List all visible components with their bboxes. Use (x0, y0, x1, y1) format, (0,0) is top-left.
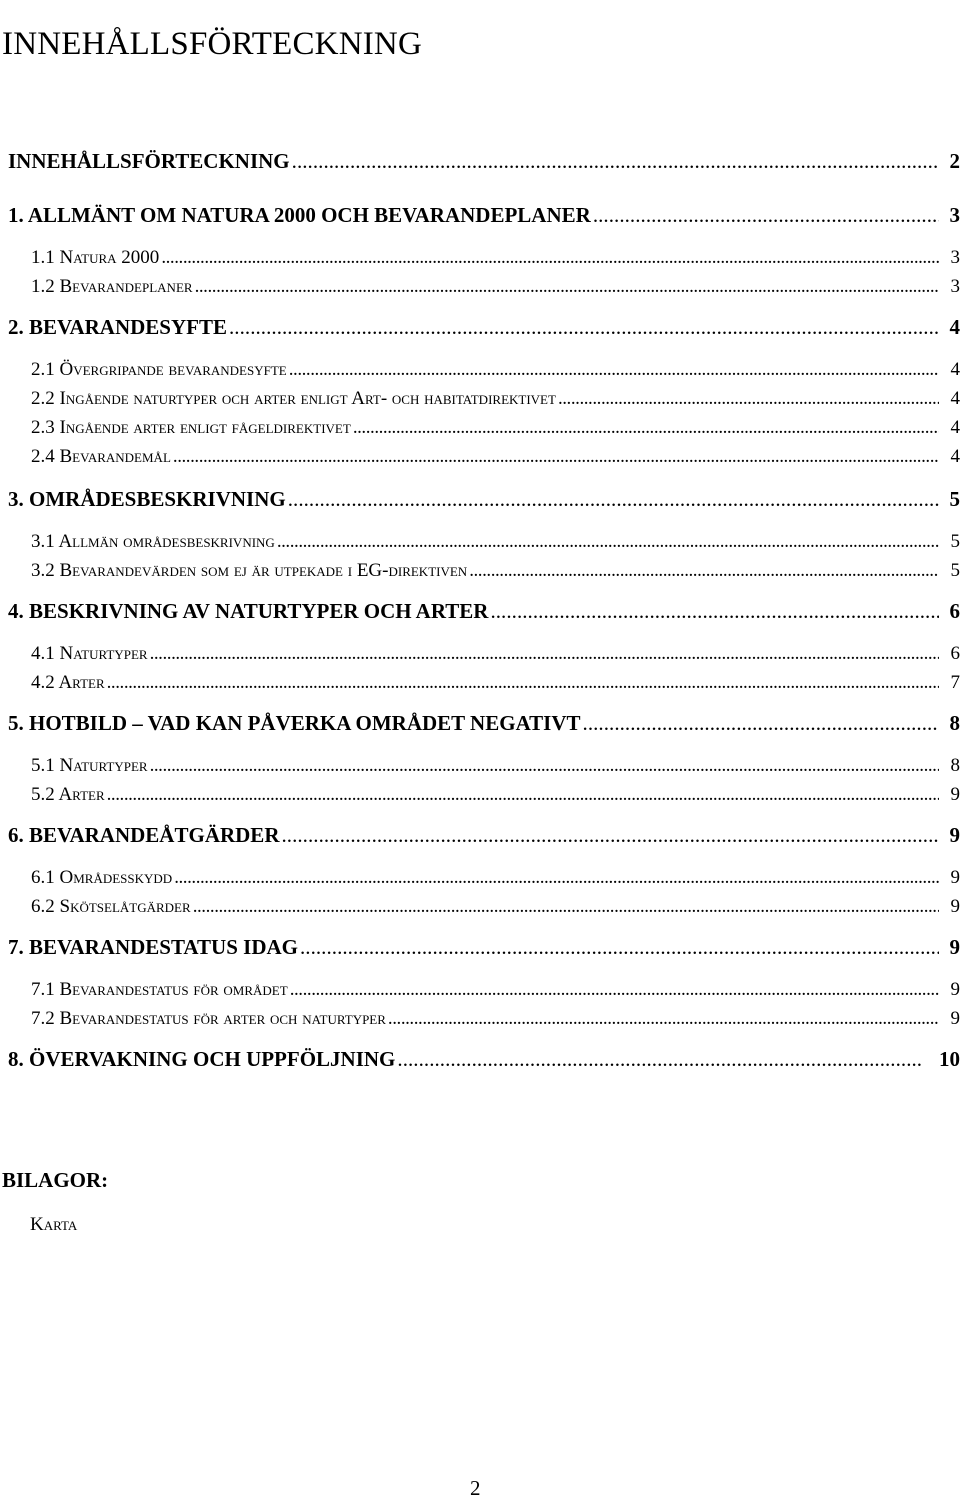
dot-leader (150, 642, 939, 666)
dot-leader (193, 895, 939, 919)
dot-leader (173, 445, 939, 469)
dot-leader (593, 201, 939, 229)
toc-entry-chapter-5[interactable] (0, 709, 960, 737)
toc-entry-label: 3.2 Bevarandevärden som ej är utpekade i EG-direktiven (31, 560, 468, 581)
toc-entry-page: 8 (950, 755, 960, 776)
dot-leader (469, 559, 939, 583)
toc-entry-page: 10 (939, 1047, 960, 1071)
toc-entry-page: 9 (950, 979, 960, 1000)
toc-entry-label: 2.1 Övergripande bevarandesyfte (31, 359, 287, 380)
toc-entry-chapter-8[interactable] (0, 1045, 960, 1073)
toc-entry-chapter-1[interactable] (0, 201, 960, 229)
toc-entry-label: 7.2 Bevarandestatus för arter och naturtyper (31, 1008, 386, 1029)
toc-entry-page: 4 (950, 446, 960, 467)
toc-entry-label: 4.2 Arter (31, 672, 105, 693)
toc-entry-page: 5 (950, 560, 960, 581)
dot-leader (195, 275, 939, 299)
toc-entry-page: 2 (949, 149, 960, 173)
toc-entry-page: 4 (949, 315, 960, 339)
dot-leader (289, 358, 939, 382)
toc-entry-label: 3. OMRÅDESBESKRIVNING (8, 487, 286, 511)
toc-entry-page: 4 (950, 388, 960, 409)
dot-leader (107, 671, 939, 695)
dot-leader (397, 1045, 923, 1073)
toc-entry-page: 9 (949, 935, 960, 959)
dot-leader (288, 485, 939, 513)
toc-entry-section-7-1[interactable] (0, 978, 960, 1002)
toc-entry-page: 8 (949, 711, 960, 735)
toc-entry-label: 6. BEVARANDEÅTGÄRDER (8, 823, 280, 847)
toc-entry-section-2-1[interactable] (0, 358, 960, 382)
toc-entry-page: 5 (949, 487, 960, 511)
toc-entry-label: 7. BEVARANDESTATUS IDAG (8, 935, 298, 959)
attachments-heading: BILAGOR: (2, 1168, 109, 1192)
toc-entry-contents[interactable] (0, 147, 960, 175)
toc-entry-label: 2.3 Ingående arter enligt fågeldirektivet (31, 417, 351, 438)
toc-entry-chapter-2[interactable] (0, 313, 960, 341)
toc-entry-section-2-4[interactable] (0, 445, 960, 469)
toc-entry-chapter-4[interactable] (0, 597, 960, 625)
dot-leader (281, 821, 939, 849)
toc-entry-page: 9 (950, 1008, 960, 1029)
toc-entry-section-6-1[interactable] (0, 866, 960, 890)
dot-leader (292, 147, 939, 175)
document-title: INNEHÅLLSFÖRTECKNING (2, 26, 422, 63)
toc-entry-label: 1. ALLMÄNT OM NATURA 2000 OCH BEVARANDEPLANER (8, 203, 591, 227)
toc-entry-chapter-7[interactable] (0, 933, 960, 961)
dot-leader (229, 313, 939, 341)
toc-entry-chapter-3[interactable] (0, 485, 960, 513)
toc-entry-page: 9 (950, 784, 960, 805)
page-number: 2 (470, 1476, 481, 1500)
toc-entry-section-2-3[interactable] (0, 416, 960, 440)
toc-entry-label: INNEHÅLLSFÖRTECKNING (8, 149, 290, 173)
dot-leader (290, 978, 939, 1002)
toc-entry-label: 5.1 Naturtyper (31, 755, 148, 776)
toc-entry-section-7-2[interactable] (0, 1007, 960, 1031)
toc-entry-section-4-2[interactable] (0, 671, 960, 695)
dot-leader (107, 783, 939, 807)
toc-entry-section-6-2[interactable] (0, 895, 960, 919)
toc-entry-label: 2.4 Bevarandemål (31, 446, 171, 467)
toc-entry-page: 3 (949, 203, 960, 227)
toc-entry-label: 5. HOTBILD – VAD KAN PÅVERKA OMRÅDET NEGATIVT (8, 711, 581, 735)
dot-leader (490, 597, 939, 625)
dot-leader (174, 866, 939, 890)
toc-entry-page: 5 (950, 531, 960, 552)
toc-entry-page: 3 (950, 276, 960, 297)
dot-leader (300, 933, 939, 961)
toc-entry-section-2-2[interactable] (0, 387, 960, 411)
toc-entry-section-5-2[interactable] (0, 783, 960, 807)
toc-entry-page: 9 (950, 896, 960, 917)
toc-entry-page: 4 (950, 359, 960, 380)
toc-entry-section-3-2[interactable] (0, 559, 960, 583)
dot-leader (277, 530, 939, 554)
dot-leader (161, 246, 939, 270)
toc-entry-section-4-1[interactable] (0, 642, 960, 666)
toc-entry-label: 4.1 Naturtyper (31, 643, 148, 664)
toc-entry-label: 6.1 Områdesskydd (31, 867, 173, 888)
toc-entry-page: 3 (950, 247, 960, 268)
toc-entry-label: 4. BESKRIVNING AV NATURTYPER OCH ARTER (8, 599, 489, 623)
toc-entry-page: 4 (950, 417, 960, 438)
dot-leader (150, 754, 939, 778)
toc-entry-label: 6.2 Skötselåtgärder (31, 896, 191, 917)
toc-entry-section-3-1[interactable] (0, 530, 960, 554)
toc-entry-label: 2.2 Ingående naturtyper och arter enligt Art- och habitatdirektivet (31, 388, 556, 409)
dot-leader (388, 1007, 939, 1031)
attachment-item: Karta (30, 1214, 78, 1235)
dot-leader (583, 709, 939, 737)
toc-entry-label: 1.1 Natura 2000 (31, 247, 160, 268)
toc-entry-chapter-6[interactable] (0, 821, 960, 849)
toc-entry-label: 3.1 Allmän områdesbeskrivning (31, 531, 275, 552)
toc-entry-page: 6 (950, 643, 960, 664)
toc-entry-label: 1.2 Bevarandeplaner (31, 276, 193, 297)
toc-entry-section-1-2[interactable] (0, 275, 960, 299)
toc-entry-section-1-1[interactable] (0, 246, 960, 270)
toc-entry-page: 9 (950, 867, 960, 888)
dot-leader (353, 416, 939, 440)
toc-entry-page: 9 (949, 823, 960, 847)
toc-entry-page: 6 (949, 599, 960, 623)
toc-entry-page: 7 (950, 672, 960, 693)
dot-leader (558, 387, 939, 411)
toc-entry-section-5-1[interactable] (0, 754, 960, 778)
toc-entry-label: 2. BEVARANDESYFTE (8, 315, 227, 339)
toc-entry-label: 8. ÖVERVAKNING OCH UPPFÖLJNING (8, 1047, 396, 1071)
toc-entry-label: 5.2 Arter (31, 784, 105, 805)
toc-entry-label: 7.1 Bevarandestatus för området (31, 979, 288, 1000)
